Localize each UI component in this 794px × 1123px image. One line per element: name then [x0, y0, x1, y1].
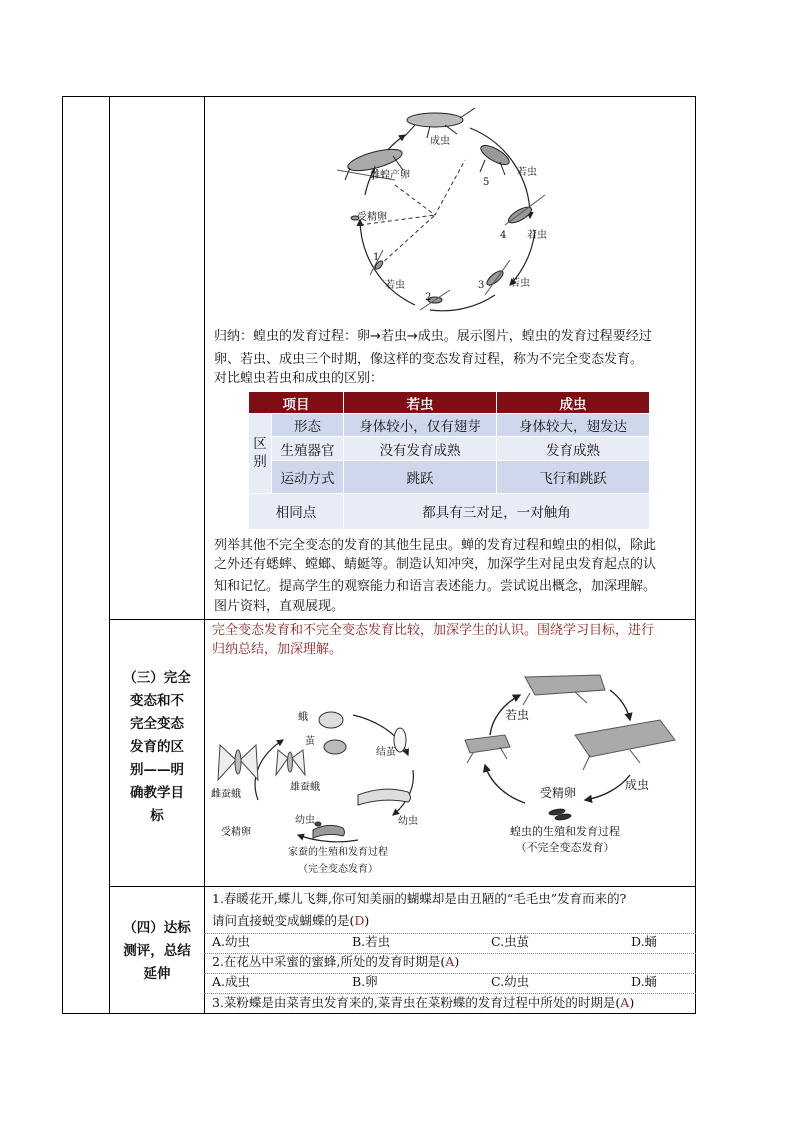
locust-caption-1: 蝗虫的生殖和发育过程 [510, 825, 620, 838]
question-1-line-1: 1.春暖花开,蝶儿飞舞,你可知美丽的蝴蝶却是由丑陋的“毛毛虫”发育而来的? [212, 891, 627, 906]
after-table-line-2: 之外还有蟋蟀、螳螂、蜻蜓等。制造认知冲突，加深学生对昆虫发育起点的认 [214, 557, 657, 572]
question-1-option-c: C.虫茧 [491, 934, 530, 949]
intro-line-1: 归纳：蝗虫的发育过程：卵→若虫→成虫。展示图片，蝗虫的发育过程要经过 [214, 329, 652, 344]
question-1-option-b: B.若虫 [352, 934, 391, 949]
row-divider-section3 [109, 619, 696, 620]
silkworm-label-larva-1: 幼虫 [295, 815, 315, 826]
intro-line-2: 卵、若虫、成虫三个时期，像这样的变态发育过程，称为不完全变态发育。 [214, 352, 644, 367]
question-2-option-a: A.成虫 [212, 974, 251, 989]
silkworm-lifecycle-figure [208, 700, 433, 880]
table-header-item: 项目 [249, 392, 344, 414]
after-table-line-4: 图片资料，直观展现。 [214, 599, 345, 614]
silkworm-label-spin: 结茧 [376, 747, 396, 758]
locust-label-adult: 成虫 [625, 778, 650, 792]
question-1-option-a: A.幼虫 [212, 934, 251, 949]
question-1-answer: D [354, 913, 365, 928]
label-nymph-3: 若虫 [510, 278, 530, 289]
column-divider-1 [109, 96, 110, 1014]
stage-number-1: 1 [373, 252, 380, 263]
section3-text-line-1: 完全变态发育和不完全变态发育比较，加深学生的认识。围绕学习目标，进行 [212, 623, 655, 638]
row-divider-q1 [204, 933, 696, 934]
row-divider-q2 [204, 973, 696, 974]
table-cell-nymph-0: 身体较小，仅有翅芽 [344, 414, 497, 437]
label-nymph-5: 若虫 [517, 167, 537, 178]
table-cell-attr-0: 形态 [272, 414, 344, 437]
section3-text-line-2: 归纳总结，加深理解。 [212, 642, 343, 657]
table-header-adult: 成虫 [497, 392, 650, 414]
question-1-line-2: 请问直接蜕变成蝴蝶的是(D) [212, 913, 370, 928]
section3-label: （三）完全 变态和不 完全变态 发育的区 别——明 确教学目 标 [123, 670, 191, 824]
question-2: 2.在花丛中采蜜的蜜蜂,所处的发育时期是(A) [212, 954, 460, 969]
row-divider-section4 [109, 886, 696, 887]
label-fertilized-egg: 受精卵 [357, 212, 387, 223]
silkworm-caption-2: （完全变态发育） [298, 864, 378, 875]
locust-label-egg: 受精卵 [540, 786, 577, 800]
question-2-answer: A [445, 954, 455, 969]
stage-number-5: 5 [483, 177, 490, 188]
question-3-answer: A [620, 995, 630, 1010]
table-cell-attr-1: 生殖器官 [272, 437, 344, 461]
table-group-label: 区别 [249, 414, 272, 494]
silkworm-label-female: 雌蚕蛾 [211, 789, 241, 800]
question-2-option-b: B.卵 [352, 974, 378, 989]
table-header-nymph: 若虫 [344, 392, 497, 414]
section4-label: （四）达标 测评，总结 延伸 [123, 920, 191, 982]
label-nymph-4: 若虫 [527, 230, 547, 241]
after-table-line-3: 知和记忆。提高学生的观察能力和语言表述能力。尝试说出概念，加深理解。 [214, 579, 657, 594]
table-common-label: 相同点 [249, 493, 344, 529]
question-2-option-c: C.幼虫 [491, 974, 530, 989]
table-cell-adult-1: 发育成熟 [497, 437, 650, 461]
stage-number-4: 4 [500, 230, 507, 241]
label-nymph-1: 若虫 [385, 280, 405, 291]
table-cell-attr-2: 运动方式 [272, 461, 344, 493]
stage-number-3: 3 [478, 280, 485, 291]
comparison-table [248, 391, 650, 530]
question-3: 3.菜粉蝶是由菜青虫发育来的,菜青虫在菜粉蝶的发育过程中所处的时期是(A) [212, 995, 635, 1010]
table-cell-nymph-1: 没有发育成熟 [344, 437, 497, 461]
silkworm-label-male: 雄蚕蛾 [290, 782, 320, 793]
silkworm-label-larva-2: 幼虫 [398, 816, 418, 827]
silkworm-label-cocoon: 茧 [305, 736, 315, 747]
table-cell-adult-2: 飞行和跳跃 [497, 461, 650, 493]
stage-number-2: 2 [425, 292, 432, 303]
question-1-option-d: D.蛹 [631, 934, 658, 949]
table-cell-nymph-2: 跳跃 [344, 461, 497, 493]
label-female-laying: 雌蝗产卵 [370, 170, 410, 181]
locust-label-nymph: 若虫 [505, 708, 530, 722]
silkworm-label-moth: 蛾 [298, 712, 308, 723]
question-2-option-d: D.蛹 [631, 974, 658, 989]
silkworm-caption-1: 家蚕的生殖和发育过程 [288, 847, 388, 858]
silkworm-label-egg: 受精卵 [221, 827, 251, 838]
label-adult: 成虫 [430, 136, 450, 147]
column-divider-2 [204, 96, 205, 1014]
locust-development-figure [455, 665, 690, 860]
locust-lifecycle-figure [335, 100, 565, 322]
after-table-line-1: 列举其他不完全变态的发育的其他生昆虫。蝉的发育过程和蝗虫的相似，除此 [214, 538, 657, 553]
table-cell-adult-0: 身体较大，翅发达 [497, 414, 650, 437]
intro-line-3: 对比蝗虫若虫和成虫的区别： [214, 371, 384, 386]
table-common-value: 都具有三对足，一对触角 [344, 493, 650, 529]
locust-caption-2: （不完全变态发育） [515, 841, 615, 854]
